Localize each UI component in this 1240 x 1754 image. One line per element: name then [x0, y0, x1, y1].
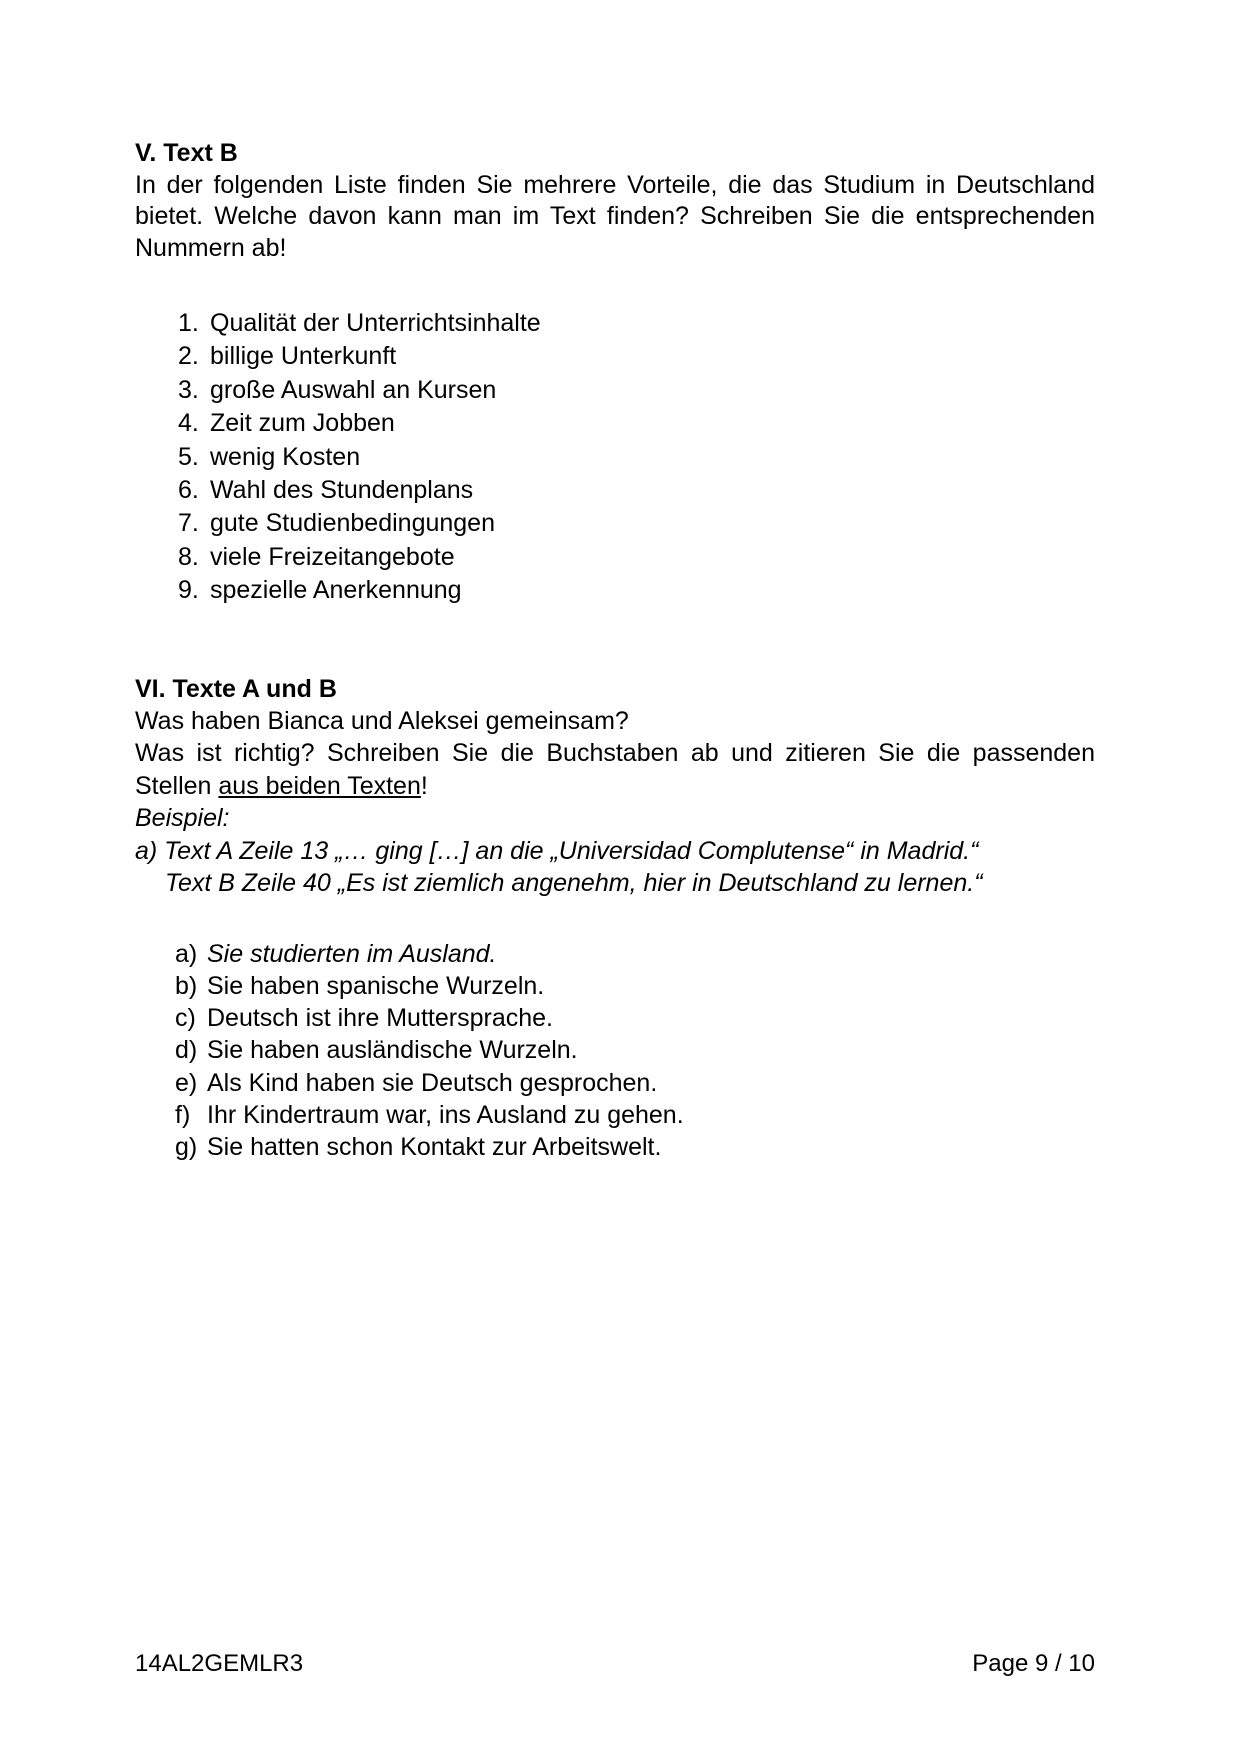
- option-letter: e): [175, 1068, 198, 1097]
- list-item-text: viele Freizeitangebote: [210, 542, 455, 571]
- option-item: [135, 1034, 1095, 1066]
- list-item: [135, 474, 1095, 507]
- list-item-number: 3.: [178, 375, 199, 404]
- list-item: [135, 374, 1095, 407]
- option-letter: c): [175, 1004, 196, 1033]
- option-text: Sie haben spanische Wurzeln.: [207, 971, 545, 1000]
- footer-page-number: Page 9 / 10: [972, 1650, 1095, 1677]
- list-item: [135, 574, 1095, 607]
- footer-doc-code: 14AL2GEMLR3: [135, 1650, 304, 1677]
- list-item-number: 1.: [178, 309, 199, 337]
- list-item-number: 6.: [178, 476, 199, 505]
- list-item: [135, 340, 1095, 373]
- example-line-a: a) Text A Zeile 13 „… ging […] an die „Universidad Complutense“ in Madrid.“: [135, 836, 979, 865]
- page-footer: [135, 1650, 1095, 1678]
- option-text: Deutsch ist ihre Muttersprache.: [207, 1004, 553, 1033]
- instruction-underlined: aus beiden Texten: [218, 771, 421, 800]
- section-vi-heading: VI. Texte A und B: [135, 674, 337, 703]
- list-item-text: Qualität der Unterrichtsinhalte: [210, 309, 541, 337]
- list-item-text: wenig Kosten: [210, 442, 361, 471]
- option-text: Sie studierten im Ausland.: [207, 939, 497, 968]
- instruction-prefix: Was ist richtig? Schreiben Sie die Buchstaben ab und zitieren Sie die passenden Stellen: [135, 739, 1095, 800]
- list-item-number: 9.: [178, 576, 199, 605]
- section-v-intro: In der folgenden Liste finden Sie mehrere Vorteile, die das Studium in Deutschland bietet. Welche davon kann man im Text finden? Schreiben Sie die entsprechenden Nummern ab!: [135, 170, 1095, 262]
- list-item-number: 7.: [178, 509, 199, 538]
- option-letter: d): [175, 1036, 198, 1065]
- list-item: [135, 541, 1095, 574]
- instruction-suffix: !: [420, 771, 428, 800]
- list-item-text: billige Unterkunft: [210, 342, 397, 371]
- list-item-number: 8.: [178, 542, 199, 571]
- section-vi-instruction: [135, 737, 1095, 802]
- list-item: [135, 507, 1095, 540]
- option-item: [135, 938, 1095, 970]
- list-item: [135, 307, 1095, 340]
- option-item: [135, 970, 1095, 1002]
- option-text: Ihr Kindertraum war, ins Ausland zu gehen.: [207, 1100, 684, 1129]
- list-item-number: 5.: [178, 442, 199, 471]
- list-item-number: 4.: [178, 409, 199, 438]
- list-item-text: gute Studienbedingungen: [210, 509, 495, 538]
- option-letter: g): [175, 1133, 198, 1162]
- page-content: [135, 138, 1095, 1164]
- example-label: Beispiel:: [135, 804, 230, 833]
- list-item: [135, 407, 1095, 440]
- option-text: Sie haben ausländische Wurzeln.: [207, 1036, 578, 1065]
- example-line-b: Text B Zeile 40 „Es ist ziemlich angenehm, hier in Deutschland zu lernen.“: [165, 869, 983, 898]
- section-vi: [135, 673, 1095, 1164]
- option-letter: f): [175, 1100, 191, 1129]
- option-letter: b): [175, 971, 198, 1000]
- advantages-list: [135, 307, 1095, 608]
- option-item: [135, 1131, 1095, 1163]
- list-item-text: große Auswahl an Kursen: [210, 375, 497, 404]
- list-item-text: Zeit zum Jobben: [210, 409, 395, 438]
- option-text: Sie hatten schon Kontakt zur Arbeitswelt.: [207, 1133, 662, 1162]
- option-item: [135, 1067, 1095, 1099]
- options-list: [135, 938, 1095, 1164]
- option-text: Als Kind haben sie Deutsch gesprochen.: [207, 1068, 658, 1097]
- list-item-text: Wahl des Stundenplans: [210, 476, 474, 505]
- list-item-text: spezielle Anerkennung: [210, 576, 462, 605]
- list-item-number: 2.: [178, 342, 199, 371]
- option-item: [135, 1002, 1095, 1034]
- section-v-heading: V. Text B: [135, 139, 238, 167]
- section-vi-question: Was haben Bianca und Aleksei gemeinsam?: [135, 707, 629, 736]
- list-item: [135, 441, 1095, 474]
- option-letter: a): [175, 939, 198, 968]
- option-item: [135, 1099, 1095, 1131]
